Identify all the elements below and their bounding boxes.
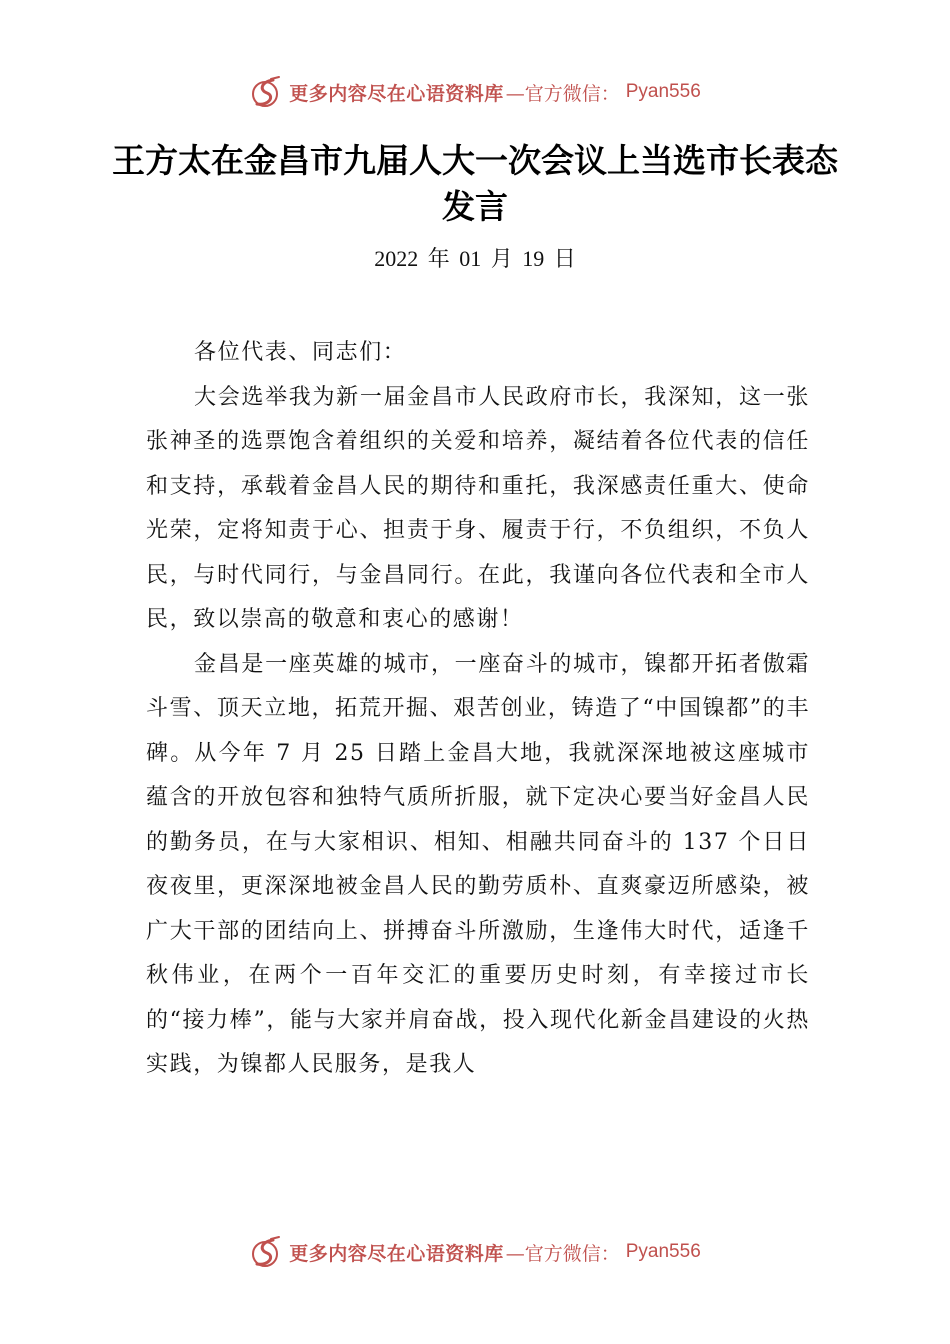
document-date: 2022 年 01 月 19 日 — [374, 246, 576, 271]
document-title: 王方太在金昌市九届人大一次会议上当选市长表态发言 — [112, 141, 838, 226]
paragraph: 金昌是一座英雄的城市，一座奋斗的城市，镍都开拓者傲霜斗雪、顶天立地，拓荒开掘、艰苦创业，铸造了“中国镍都”的丰碑。从今年 7 月 25 日踏上金昌大地，我就深深地被这座城市蕴含的开放包容和独特气质所折服，就下定决心要当好金昌人民的勤务员，在与大家相识、相知、相融共同奋斗的 137 个日日夜夜里，更深深地被金昌人民的勤劳质朴、直爽豪迈所感染，被广大干部的团结向上、拼搏奋斗所激励，生逢伟大时代，适逢千秋伟业，在两个一百年交汇的重要历史时刻，有幸接过市长的“接力棒”，能与大家并肩奋战，投入现代化新金昌建设的火热实践，为镍都人民服务，是我人 — [146, 651, 810, 1077]
header-banner — [0, 72, 950, 112]
banner-wechat-id: Pyan556 — [625, 81, 701, 102]
salutation: 各位代表、同志们： — [194, 340, 407, 365]
banner-text: 更多内容尽在心语资料库 — [289, 1242, 504, 1265]
cursive-s-logo-icon — [249, 1234, 285, 1270]
banner-separator: —官方微信： — [505, 1242, 620, 1265]
footer-banner — [0, 1232, 950, 1272]
paragraph: 大会选举我为新一届金昌市人民政府市长，我深知，这一张张神圣的选票饱含着组织的关爱和培养，凝结着各位代表的信任和支持，承载着金昌人民的期待和重托，我深感责任重大、使命光荣，定将知责于心、担责于身、履责于行，不负组织，不负人民，与时代同行，与金昌同行。在此，我谨向各位代表和全市人民，致以崇高的敬意和衷心的感谢！ — [146, 384, 810, 632]
cursive-s-logo-icon — [249, 74, 285, 110]
banner-text: 更多内容尽在心语资料库 — [289, 82, 504, 105]
banner-wechat-id: Pyan556 — [625, 1241, 701, 1262]
banner-separator: —官方微信： — [505, 82, 620, 105]
document-body — [146, 331, 810, 1088]
